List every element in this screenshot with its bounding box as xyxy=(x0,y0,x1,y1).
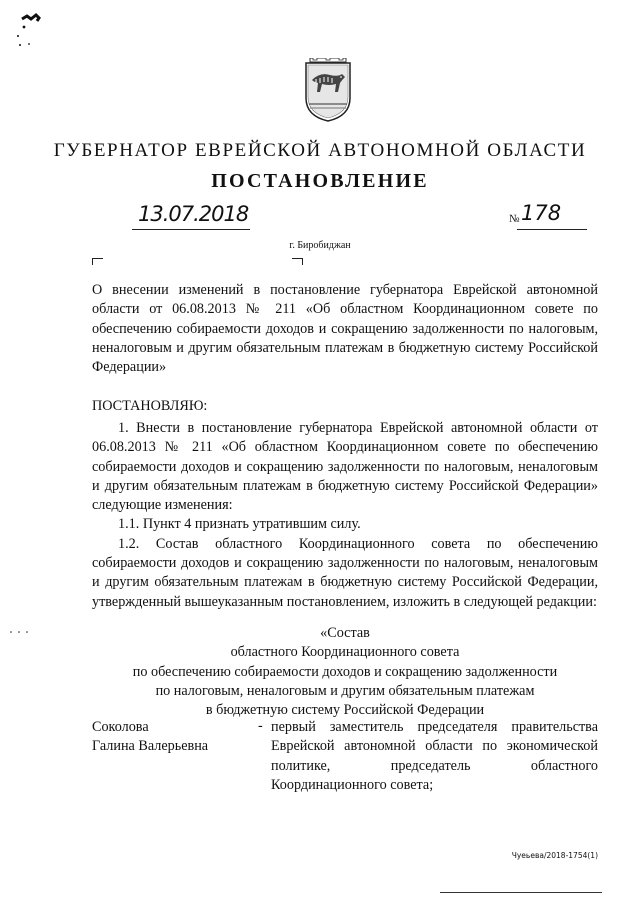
title-text: О внесении изменений в постановление губернатора Еврейской автономной области от 06.08.2013 № 211 «Об областном Координационном совете по обеспечению собираемости доходов и сокращению задолженности по налоговым, неналоговым и другим обязательным платежам в бюджетную систему Российской Федерации» xyxy=(92,282,598,376)
composition-heading-line: «Состав xyxy=(320,625,370,641)
document-date: 13.07.2018 xyxy=(138,202,249,226)
document-number: 178 xyxy=(521,201,562,225)
composition-heading-line: по налоговым, неналоговым и другим обязательным платежам xyxy=(155,682,535,699)
governor-heading: ГУБЕРНАТОР ЕВРЕЙСКОЙ АВТОНОМНОЙ ОБЛАСТИ xyxy=(53,140,587,161)
composition-heading-line: в бюджетную систему Российской Федерации xyxy=(205,702,485,719)
composition-heading-line: по обеспечению собираемости доходов и сокращению задолженности xyxy=(132,663,558,680)
member-dash: - xyxy=(258,718,263,734)
decree-body xyxy=(92,419,598,612)
member-surname: Соколова xyxy=(92,719,149,735)
decree-keyword-text: ПОСТАНОВЛЯЮ: xyxy=(92,398,208,414)
footer-registration-code: Чуеьева/2018-1754(1) xyxy=(511,851,598,860)
body-paragraph-1: 1. Внести в постановление губернатора Еврейской автономной области от 06.08.2013 № 211 «Об областном Координационном совете по обеспечению собираемости доходов и сокращению задолженности по налоговым, неналоговым и другим обязательным платежам в бюджетную систему Российской Федерации» следующие изменения: xyxy=(92,420,598,514)
number-underline xyxy=(517,229,587,230)
body-paragraph-1-1: 1.1. Пункт 4 признать утратившим силу. xyxy=(118,516,361,533)
document-title-paragraph xyxy=(92,281,598,377)
member-name xyxy=(92,718,208,757)
scan-artifact-dots xyxy=(8,630,30,634)
bottom-rule xyxy=(440,892,602,893)
title-bracket-right xyxy=(292,258,303,265)
composition-heading xyxy=(92,624,598,720)
date-underline xyxy=(132,229,250,230)
scan-artifact-mark xyxy=(8,10,52,50)
body-paragraph-1-2: 1.2. Состав областного Координационного совета по обеспечению собираемости доходов и сокращению задолженности по налоговым, неналоговым и другим обязательным платежам в бюджетную систему Российской Федерации, утвержденный вышеуказанным постановлением, изложить в следующей редакции: xyxy=(92,535,598,610)
member-given-names: Галина Валерьевна xyxy=(92,738,209,755)
title-bracket-left xyxy=(92,258,103,265)
document-type-heading: ПОСТАНОВЛЕНИЕ xyxy=(211,170,429,192)
city-label: г. Биробиджан xyxy=(289,240,351,251)
coat-of-arms-emblem xyxy=(302,58,354,122)
decree-keyword xyxy=(92,397,598,416)
composition-heading-line: областного Координационного совета xyxy=(230,644,460,661)
member-role: первый заместитель председателя правительства Еврейской автономной области по экономической политике, председатель областного Координационного совета; xyxy=(271,719,598,793)
number-prefix: № xyxy=(509,213,520,225)
